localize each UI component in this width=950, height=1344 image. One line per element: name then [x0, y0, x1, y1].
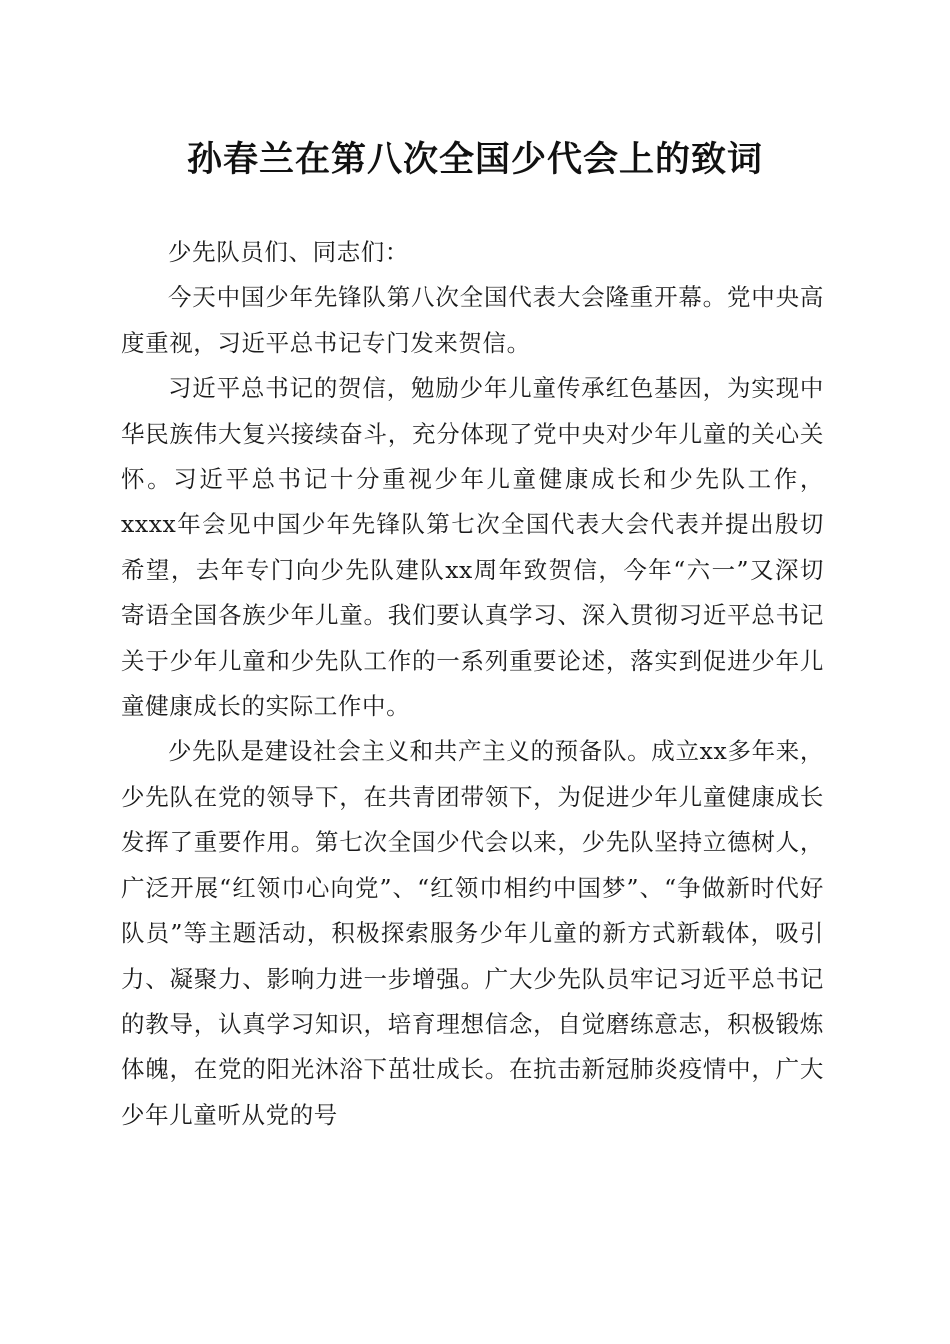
salutation-paragraph: 少先队员们、同志们：	[168, 238, 409, 266]
body-paragraph-2: 习近平总书记的贺信，勉励少年儿童传承红色基因，为实现中华民族伟大复兴接续奋斗，充分体现了党中央对少年儿童的关心关怀。习近平总书记十分重视少年儿童健康成长和少先队工作，xxxx年会见中国少年先锋队第七次全国代表大会代表并提出殷切希望，去年专门向少先队建队xx周年致贺信，今年“六一”又深切寄语全国各族少年儿童。我们要认真学习、深入贯彻习近平总书记关于少年儿童和少先队工作的一系列重要论述，落实到促进少年儿童健康成长的实际工作中。	[121, 374, 824, 721]
document-body	[121, 230, 824, 1138]
document-title: 孙春兰在第八次全国少代会上的致词	[186, 139, 763, 180]
body-paragraph-3: 少先队是建设社会主义和共产主义的预备队。成立xx多年来，少先队在党的领导下，在共青团带领下，为促进少年儿童健康成长发挥了重要作用。第七次全国少代会以来，少先队坚持立德树人，广泛开展“红领巾心向党”、“红领巾相约中国梦”、“争做新时代好队员”等主题活动，积极探索服务少年儿童的新方式新载体，吸引力、凝聚力、影响力进一步增强。广大少先队员牢记习近平总书记的教导，认真学习知识，培育理想信念，自觉磨练意志，积极锻炼体魄，在党的阳光沐浴下茁壮成长。在抗击新冠肺炎疫情中，广大少年儿童听从党的号	[121, 737, 824, 1129]
body-paragraph-1: 今天中国少年先锋队第八次全国代表大会隆重开幕。党中央高度重视，习近平总书记专门发来贺信。	[121, 283, 824, 357]
